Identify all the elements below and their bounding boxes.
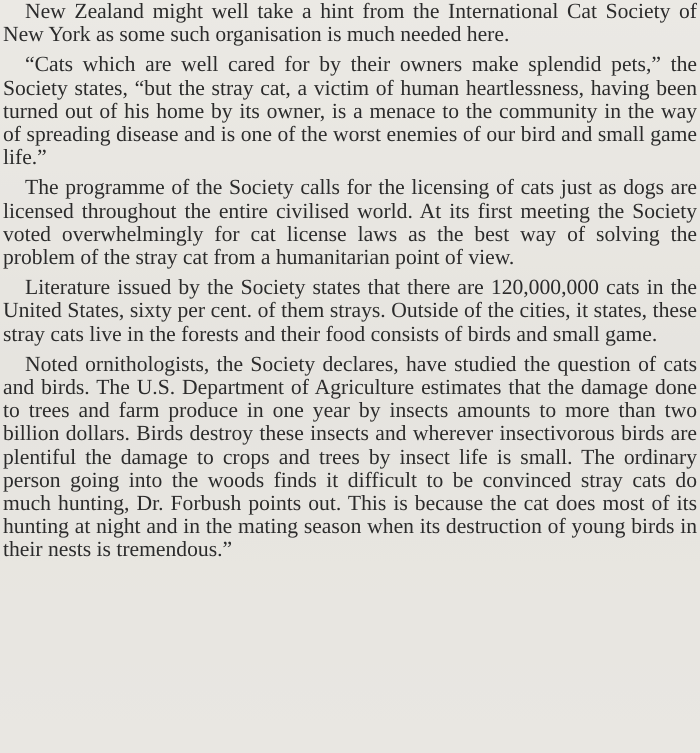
paragraph-cat-statistics: Literature issued by the Society states that there are 120,000,000 cats in the United States, sixty per cent. of them strays. Outside of the cities, it states, these stray cats live in the forests and their food consists of birds and small game. (3, 275, 697, 346)
article-column (3, 0, 697, 569)
paragraph-society-quote: “Cats which are well cared for by their owners make splendid pets,” the Society states, “but the stray cat, a victim of human heartlessness, having been turned out of his home by its owner, is a menace to the community in the way of spreading disease and is one of the worst enemies of our bird and small game life.” (3, 52, 697, 170)
paragraph-ornithologists: Noted ornithologists, the Society declares, have studied the question of cats and birds. The U.S. Department of Agriculture estimates that the damage done to trees and farm produce in one year by insects amounts to more than two billion dollars. Birds destroy these insects and wherever insectivorous birds are plentiful the damage to crops and trees by insect life is small. The ordinary person going into the woods finds it difficult to be convinced stray cats do much hunting, Dr. Forbush points out. This is because the cat does most of its hunting at night and in the mating season when its destruction of young birds in their nests is tremendous.” (3, 351, 697, 562)
paragraph-licensing-programme: The programme of the Society calls for the licensing of cats just as dogs are licensed throughout the entire civilised world. At its first meeting the Society voted overwhelmingly for cat license laws as the best way of solving the problem of the stray cat from a humanitarian point of view. (3, 175, 697, 270)
paragraph-new-zealand-hint: New Zealand might well take a hint from the International Cat Society of New York as some such organisation is much needed here. (3, 0, 697, 47)
